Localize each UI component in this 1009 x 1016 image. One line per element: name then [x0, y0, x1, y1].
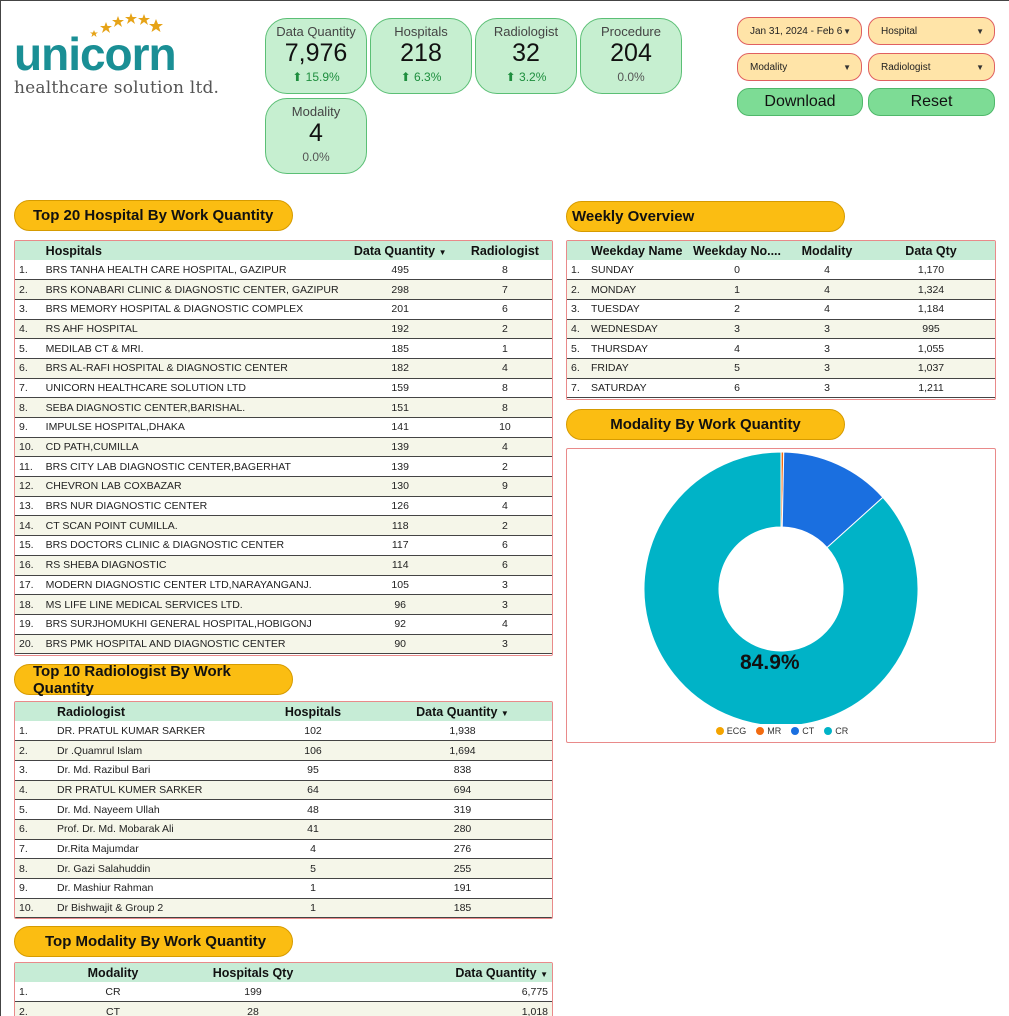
hospital-name: BRS MEMORY HOSPITAL & DIAGNOSTIC COMPLEX — [42, 299, 343, 319]
data-quantity: 90 — [343, 634, 458, 654]
data-quantity: 151 — [343, 398, 458, 418]
table-row[interactable] — [15, 780, 552, 800]
row-index: 1. — [15, 982, 43, 1002]
data-quantity-column-header[interactable] — [373, 702, 552, 721]
row-index: 17. — [15, 575, 42, 595]
logo-tagline: healthcare solution ltd. — [14, 78, 220, 98]
legend-label: CT — [802, 726, 815, 736]
table-row[interactable] — [15, 898, 552, 918]
data-quantity: 92 — [343, 614, 458, 634]
table-row[interactable] — [15, 614, 552, 634]
radiologist-name: Dr. Mashiur Rahman — [53, 879, 253, 899]
data-qty: 1,324 — [867, 280, 995, 300]
table-row[interactable] — [567, 339, 995, 359]
table-row[interactable] — [15, 536, 552, 556]
radiologist-column-header[interactable]: Radiologist — [53, 702, 253, 721]
hospital-count: 64 — [253, 780, 373, 800]
table-row[interactable] — [15, 496, 552, 516]
radiologist-name: DR PRATUL KUMER SARKER — [53, 780, 253, 800]
table-row[interactable] — [15, 418, 552, 438]
hospitals-qty-column-header[interactable]: Hospitals Qty — [183, 963, 323, 982]
row-index: 8. — [15, 398, 42, 418]
radiologist-name: Prof. Dr. Md. Mobarak Ali — [53, 819, 253, 839]
row-index: 2. — [567, 280, 587, 300]
data-quantity: 838 — [373, 760, 552, 780]
kpi-delta: ⬆ 6.3% — [400, 70, 442, 84]
radiologist-count: 4 — [458, 496, 552, 516]
table-row[interactable] — [15, 398, 552, 418]
row-index: 1. — [15, 260, 42, 280]
hospital-filter-label: Hospital — [881, 25, 918, 37]
data-quantity: 117 — [343, 536, 458, 556]
row-index: 5. — [567, 339, 587, 359]
chevron-down-icon: ▼ — [976, 62, 984, 72]
sort-desc-icon: ▼ — [500, 708, 509, 718]
radiologist-count: 3 — [458, 634, 552, 654]
row-index: 4. — [15, 780, 53, 800]
radiologist-filter-label: Radiologist — [881, 61, 931, 73]
legend-dot-icon — [791, 727, 799, 735]
table-row[interactable] — [15, 378, 552, 398]
data-quantity: 280 — [373, 819, 552, 839]
hospital-count: 95 — [253, 760, 373, 780]
index-header — [15, 241, 42, 260]
weekly-table-body — [567, 260, 995, 398]
data-qty: 1,055 — [867, 339, 995, 359]
hospitals-column-header[interactable]: Hospitals — [253, 702, 373, 721]
date-range-filter[interactable] — [737, 17, 862, 45]
weekday-number: 0 — [687, 260, 787, 280]
row-index: 3. — [567, 299, 587, 319]
radiologist-count: 10 — [458, 418, 552, 438]
radiologist-name: Dr Bishwajit & Group 2 — [53, 898, 253, 918]
table-row[interactable] — [15, 634, 552, 654]
data-quantity: 1,018 — [323, 1002, 552, 1016]
radiologist-count: 6 — [458, 299, 552, 319]
data-quantity: 105 — [343, 575, 458, 595]
modality-count: 4 — [787, 260, 867, 280]
legend-label: ECG — [726, 726, 747, 736]
row-index: 2. — [15, 741, 53, 761]
hospital-count: 1 — [253, 898, 373, 918]
weekday-number: 5 — [687, 358, 787, 378]
kpi-label: Procedure — [601, 24, 661, 39]
table-row[interactable] — [15, 280, 552, 300]
hospital-filter[interactable] — [868, 17, 995, 45]
logo-wordmark: unicorn — [14, 28, 176, 80]
row-index: 6. — [15, 819, 53, 839]
radiologist-name: Dr .Quamrul Islam — [53, 741, 253, 761]
radiologist-column-header[interactable]: Radiologist — [458, 241, 552, 260]
table-row[interactable] — [15, 575, 552, 595]
data-quantity: 255 — [373, 859, 552, 879]
hospitals-qty: 199 — [183, 982, 323, 1002]
radiologist-name: Dr. Gazi Salahuddin — [53, 859, 253, 879]
data-quantity: 6,775 — [323, 982, 552, 1002]
table-row[interactable] — [15, 319, 552, 339]
hospital-count: 41 — [253, 819, 373, 839]
data-quantity: 1,938 — [373, 721, 552, 741]
radiologist-count: 4 — [458, 358, 552, 378]
data-quantity: 319 — [373, 800, 552, 820]
table-header-row — [15, 963, 552, 982]
unicorn-logo-icon — [14, 10, 244, 85]
hospital-name: BRS PMK HOSPITAL AND DIAGNOSTIC CENTER — [42, 634, 343, 654]
table-header-row — [567, 241, 995, 260]
modality-filter-label: Modality — [750, 61, 788, 73]
modality-name: CT — [43, 1002, 183, 1016]
chevron-down-icon: ▼ — [843, 62, 851, 72]
kpi-value: 4 — [309, 119, 323, 147]
row-index: 2. — [15, 1002, 43, 1016]
kpi-label: Modality — [291, 104, 341, 119]
row-index: 11. — [15, 457, 42, 477]
table-row[interactable] — [15, 339, 552, 359]
data-quantity: 185 — [373, 898, 552, 918]
radiologist-name: Dr.Rita Majumdar — [53, 839, 253, 859]
donut-svg — [567, 449, 997, 724]
hospital-name: SEBA DIAGNOSTIC CENTER,BARISHAL. — [42, 398, 343, 418]
kpi-delta: ⬆ 15.9% — [292, 70, 340, 84]
row-index: 7. — [567, 378, 587, 398]
hospital-name: BRS CITY LAB DIAGNOSTIC CENTER,BAGERHAT — [42, 457, 343, 477]
header-label: Data Quantity — [455, 965, 537, 980]
legend-dot-icon — [756, 727, 764, 735]
table-header-row — [15, 241, 552, 260]
hospital-name: CT SCAN POINT CUMILLA. — [42, 516, 343, 536]
kpi-label: Hospitals — [394, 24, 448, 39]
modality-count: 3 — [787, 358, 867, 378]
chart-legend — [567, 726, 997, 736]
kpi-value: 7,976 — [284, 39, 348, 67]
hospital-count: 106 — [253, 741, 373, 761]
table-row[interactable] — [15, 595, 552, 615]
row-index: 4. — [15, 319, 42, 339]
table-row[interactable] — [15, 721, 552, 741]
row-index: 13. — [15, 496, 42, 516]
modality-count: 4 — [787, 299, 867, 319]
table-row[interactable] — [15, 839, 552, 859]
row-index: 4. — [567, 319, 587, 339]
data-quantity: 139 — [343, 457, 458, 477]
weekday-name: SUNDAY — [587, 260, 687, 280]
weekday-no-column-header[interactable]: Weekday No.... — [687, 241, 787, 260]
table-row[interactable] — [15, 555, 552, 575]
hospital-name: UNICORN HEALTHCARE SOLUTION LTD — [42, 378, 343, 398]
kpi-data-quantity — [265, 18, 367, 94]
chevron-down-icon: ▼ — [843, 26, 851, 36]
legend-item-cr[interactable] — [824, 726, 848, 736]
download-button[interactable]: Download — [737, 88, 863, 116]
chevron-down-icon: ▼ — [976, 26, 984, 36]
table-row[interactable] — [15, 299, 552, 319]
kpi-modality — [265, 98, 367, 174]
data-quantity: 139 — [343, 437, 458, 457]
modality-count: 3 — [787, 378, 867, 398]
data-quantity: 126 — [343, 496, 458, 516]
row-index: 5. — [15, 339, 42, 359]
row-index: 3. — [15, 760, 53, 780]
radiologist-count: 2 — [458, 319, 552, 339]
kpi-label: Radiologist — [493, 24, 559, 39]
hospital-count: 1 — [253, 879, 373, 899]
hospital-table-body — [15, 260, 552, 654]
weekday-name: SATURDAY — [587, 378, 687, 398]
header-label: Data Quantity — [416, 704, 498, 719]
hospital-name: IMPULSE HOSPITAL,DHAKA — [42, 418, 343, 438]
modality-count: 3 — [787, 339, 867, 359]
weekly-section-title: Weekly Overview — [566, 201, 845, 232]
modality-column-header[interactable]: Modality — [43, 963, 183, 982]
row-index: 6. — [567, 358, 587, 378]
table-row[interactable] — [15, 358, 552, 378]
modality-table-body — [15, 982, 552, 1016]
table-row[interactable] — [15, 260, 552, 280]
data-quantity: 114 — [343, 555, 458, 575]
data-quantity: 185 — [343, 339, 458, 359]
radiologist-section-title: Top 10 Radiologist By Work Quantity — [14, 664, 293, 695]
table-row[interactable] — [567, 280, 995, 300]
modality-column-header[interactable]: Modality — [787, 241, 867, 260]
data-quantity: 201 — [343, 299, 458, 319]
data-qty: 1,037 — [867, 358, 995, 378]
hospital-name: RS SHEBA DIAGNOSTIC — [42, 555, 343, 575]
hospital-count: 48 — [253, 800, 373, 820]
table-row[interactable] — [567, 299, 995, 319]
data-qty: 995 — [867, 319, 995, 339]
modality-table — [14, 962, 553, 1016]
sort-desc-icon: ▼ — [438, 247, 447, 257]
radiologist-table-body — [15, 721, 552, 918]
table-row[interactable] — [15, 982, 552, 1002]
radiologist-count: 9 — [458, 477, 552, 497]
row-index: 7. — [15, 839, 53, 859]
modality-chart-title: Modality By Work Quantity — [566, 409, 845, 440]
table-row[interactable] — [15, 859, 552, 879]
data-quantity: 694 — [373, 780, 552, 800]
row-index: 6. — [15, 358, 42, 378]
data-quantity: 298 — [343, 280, 458, 300]
hospital-count: 102 — [253, 721, 373, 741]
hospital-name: BRS NUR DIAGNOSTIC CENTER — [42, 496, 343, 516]
legend-label: MR — [767, 726, 782, 736]
table-row[interactable] — [15, 437, 552, 457]
row-index: 16. — [15, 555, 42, 575]
table-row[interactable] — [15, 1002, 552, 1016]
row-index: 12. — [15, 477, 42, 497]
data-quantity: 276 — [373, 839, 552, 859]
radiologist-table — [14, 701, 553, 919]
radiologist-count: 8 — [458, 260, 552, 280]
hospital-count: 5 — [253, 859, 373, 879]
modality-count: 4 — [787, 280, 867, 300]
radiologist-count: 8 — [458, 378, 552, 398]
hospital-name: BRS SURJHOMUKHI GENERAL HOSPITAL,HOBIGONJ — [42, 614, 343, 634]
kpi-value: 218 — [400, 39, 442, 67]
row-index: 9. — [15, 879, 53, 899]
table-row[interactable] — [15, 800, 552, 820]
hospital-name: MODERN DIAGNOSTIC CENTER LTD,NARAYANGANJ. — [42, 575, 343, 595]
legend-item-ecg[interactable] — [716, 726, 747, 736]
table-row[interactable] — [15, 477, 552, 497]
hospital-name: CD PATH,CUMILLA — [42, 437, 343, 457]
radiologist-filter[interactable] — [868, 53, 995, 81]
table-row[interactable] — [15, 879, 552, 899]
weekday-number: 2 — [687, 299, 787, 319]
table-row[interactable] — [15, 819, 552, 839]
reset-button[interactable]: Reset — [868, 88, 995, 116]
kpi-label: Data Quantity — [276, 24, 356, 39]
kpi-delta: 0.0% — [302, 150, 330, 164]
radiologist-count: 4 — [458, 614, 552, 634]
modality-name: CR — [43, 982, 183, 1002]
date-range-value: Jan 31, 2024 - Feb 6 — [750, 25, 843, 37]
hospitals-column-header[interactable]: Hospitals — [42, 241, 343, 260]
radiologist-name: Dr. Md. Nayeem Ullah — [53, 800, 253, 820]
hospital-name: BRS TANHA HEALTH CARE HOSPITAL, GAZIPUR — [42, 260, 343, 280]
table-row[interactable] — [15, 516, 552, 536]
row-index: 8. — [15, 859, 53, 879]
legend-item-mr[interactable] — [756, 726, 781, 736]
kpi-value: 204 — [610, 39, 652, 67]
hospital-name: RS AHF HOSPITAL — [42, 319, 343, 339]
radiologist-name: DR. PRATUL KUMAR SARKER — [53, 721, 253, 741]
row-index: 2. — [15, 280, 42, 300]
row-index: 1. — [15, 721, 53, 741]
data-quantity: 192 — [343, 319, 458, 339]
table-row[interactable] — [567, 260, 995, 280]
data-quantity: 182 — [343, 358, 458, 378]
modality-section-title: Top Modality By Work Quantity — [14, 926, 293, 957]
data-quantity-column-header[interactable] — [323, 963, 552, 982]
hospital-name: BRS AL-RAFI HOSPITAL & DIAGNOSTIC CENTER — [42, 358, 343, 378]
data-qty: 1,170 — [867, 260, 995, 280]
radiologist-count: 2 — [458, 516, 552, 536]
row-index: 18. — [15, 595, 42, 615]
table-row[interactable] — [567, 378, 995, 398]
row-index: 19. — [15, 614, 42, 634]
data-quantity: 1,694 — [373, 741, 552, 761]
kpi-hospitals — [370, 18, 472, 94]
radiologist-count: 6 — [458, 536, 552, 556]
row-index: 15. — [15, 536, 42, 556]
index-header — [567, 241, 587, 260]
table-row[interactable] — [15, 760, 552, 780]
legend-label: CR — [835, 726, 849, 736]
radiologist-count: 3 — [458, 575, 552, 595]
weekday-number: 3 — [687, 319, 787, 339]
kpi-procedure — [580, 18, 682, 94]
hospital-table — [14, 240, 553, 656]
weekday-number: 4 — [687, 339, 787, 359]
hospital-name: MEDILAB CT & MRI. — [42, 339, 343, 359]
data-quantity: 191 — [373, 879, 552, 899]
row-index: 20. — [15, 634, 42, 654]
donut-percent-label: 84.9% — [740, 651, 800, 674]
hospital-section-title: Top 20 Hospital By Work Quantity — [14, 200, 293, 231]
weekday-name: WEDNESDAY — [587, 319, 687, 339]
data-quantity: 118 — [343, 516, 458, 536]
radiologist-count: 3 — [458, 595, 552, 615]
modality-donut-chart — [566, 448, 996, 743]
radiologist-name: Dr. Md. Razibul Bari — [53, 760, 253, 780]
row-index: 3. — [15, 299, 42, 319]
table-row[interactable] — [567, 319, 995, 339]
data-qty: 1,211 — [867, 378, 995, 398]
weekday-number: 6 — [687, 378, 787, 398]
row-index: 14. — [15, 516, 42, 536]
row-index: 1. — [567, 260, 587, 280]
weekly-table — [566, 240, 996, 400]
hospital-name: CHEVRON LAB COXBAZAR — [42, 477, 343, 497]
weekday-name: TUESDAY — [587, 299, 687, 319]
kpi-delta: ⬆ 3.2% — [505, 70, 547, 84]
row-index: 10. — [15, 437, 42, 457]
weekday-name-column-header[interactable]: Weekday Name — [587, 241, 687, 260]
radiologist-count: 1 — [458, 339, 552, 359]
row-index: 9. — [15, 418, 42, 438]
data-quantity-column-header[interactable] — [343, 241, 458, 260]
radiologist-count: 4 — [458, 437, 552, 457]
data-quantity: 130 — [343, 477, 458, 497]
data-quantity: 141 — [343, 418, 458, 438]
index-header — [15, 963, 43, 982]
table-row[interactable] — [567, 358, 995, 378]
legend-dot-icon — [716, 727, 724, 735]
table-row[interactable] — [15, 741, 552, 761]
data-qty-column-header[interactable]: Data Qty — [867, 241, 995, 260]
row-index: 5. — [15, 800, 53, 820]
kpi-value: 32 — [512, 39, 540, 67]
weekday-number: 1 — [687, 280, 787, 300]
hospital-name: MS LIFE LINE MEDICAL SERVICES LTD. — [42, 595, 343, 615]
weekday-name: THURSDAY — [587, 339, 687, 359]
hospitals-qty: 28 — [183, 1002, 323, 1016]
modality-filter[interactable] — [737, 53, 862, 81]
sort-desc-icon: ▼ — [540, 969, 548, 979]
row-index: 10. — [15, 898, 53, 918]
row-index: 7. — [15, 378, 42, 398]
header-label: Data Quantity — [353, 243, 436, 258]
hospital-name: BRS DOCTORS CLINIC & DIAGNOSTIC CENTER — [42, 536, 343, 556]
radiologist-count: 6 — [458, 555, 552, 575]
kpi-delta: 0.0% — [617, 70, 645, 84]
radiologist-count: 7 — [458, 280, 552, 300]
weekday-name: FRIDAY — [587, 358, 687, 378]
data-quantity: 96 — [343, 595, 458, 615]
radiologist-count: 2 — [458, 457, 552, 477]
weekday-name: MONDAY — [587, 280, 687, 300]
modality-count: 3 — [787, 319, 867, 339]
hospital-name: BRS KONABARI CLINIC & DIAGNOSTIC CENTER, GAZIPUR — [42, 280, 343, 300]
legend-dot-icon — [824, 727, 832, 735]
table-row[interactable] — [15, 457, 552, 477]
index-header — [15, 702, 53, 721]
legend-item-ct[interactable] — [791, 726, 814, 736]
radiologist-count: 8 — [458, 398, 552, 418]
table-header-row — [15, 702, 552, 721]
hospital-count: 4 — [253, 839, 373, 859]
kpi-radiologist — [475, 18, 577, 94]
data-quantity: 159 — [343, 378, 458, 398]
data-qty: 1,184 — [867, 299, 995, 319]
data-quantity: 495 — [343, 260, 458, 280]
